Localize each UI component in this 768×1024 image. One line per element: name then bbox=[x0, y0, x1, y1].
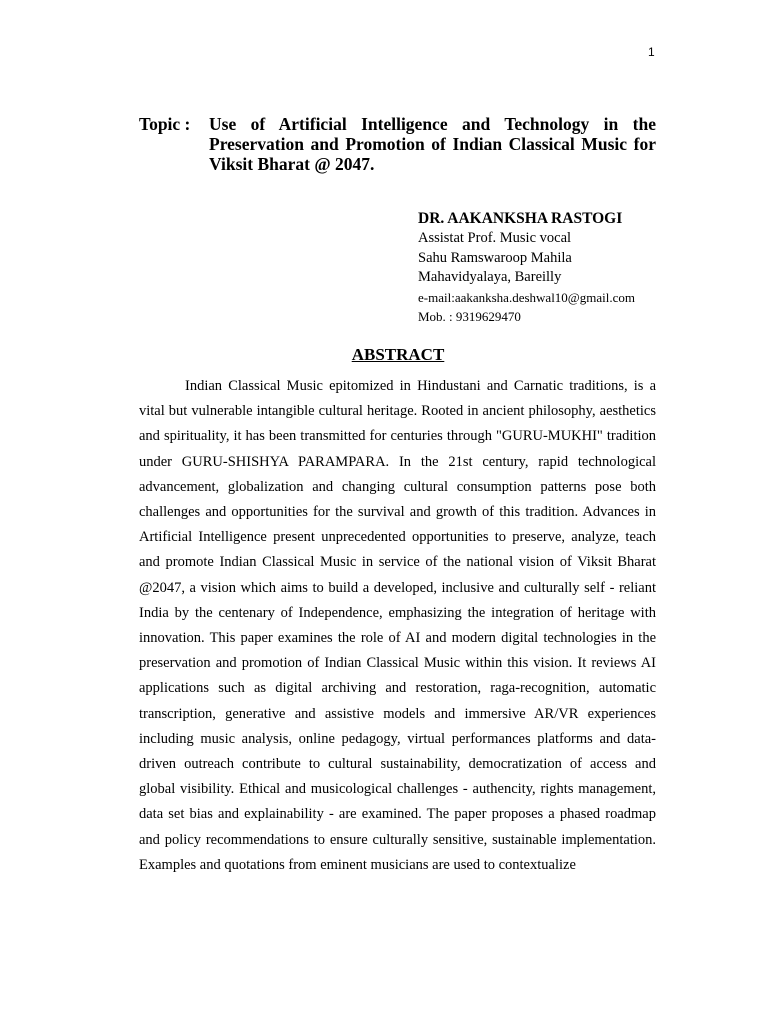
abstract-line: online pedagogy, virtual performances platforms and data-driven outreach bbox=[139, 730, 656, 773]
abstract-line: contribute to cultural sustainability, democratization of access and global visibility. bbox=[139, 756, 656, 798]
abstract-line: emphasizing the integration of heritage with innovation. This paper examines the bbox=[139, 604, 656, 647]
abstract-line: tradition. Advances in Artificial Intelligence present unprecedented opportunities bbox=[139, 504, 657, 546]
author-college-line-2: Mahavidyalaya, Bareilly bbox=[418, 269, 562, 285]
topic-label: Topic : bbox=[139, 114, 191, 134]
abstract-line: a vital but vulnerable intangible cultural heritage. Rooted in ancient philosophy, bbox=[139, 378, 656, 420]
abstract-line: and explainability - are examined. The paper proposes a phased roadmap and bbox=[139, 806, 656, 848]
abstract-line: policy recommendations to ensure culturally sensitive, sustainable implementation. bbox=[164, 831, 656, 848]
author-college-line-1: Sahu Ramswaroop Mahila bbox=[418, 249, 572, 266]
abstract-line: patterns pose both challenges and opportunities for the survival and growth of this bbox=[139, 478, 656, 521]
author-email: e-mail:aakanksha.deshwal10@gmail.com bbox=[418, 289, 636, 305]
abstract-line: Indian Classical Music within this vision. It reviews AI applications such as digital bbox=[139, 655, 656, 697]
abstract-line: rapid technological advancement, globalization and changing cultural consumption bbox=[139, 453, 656, 495]
paper-topic bbox=[139, 114, 656, 174]
abstract-paragraph bbox=[139, 374, 656, 878]
author-designation: Assistat Prof. Music vocal bbox=[418, 230, 572, 246]
abstract-line: Indian Classical Music epitomized in Hindustani and Carnatic traditions, is bbox=[185, 378, 644, 394]
abstract-line: Examples and quotations from eminent musicians are used to contextualize bbox=[139, 856, 576, 873]
page-number: 1 bbox=[648, 45, 655, 59]
abstract-line: role of AI and modern digital technologies in the preservation and promotion of bbox=[139, 630, 657, 672]
author-mobile: Mob. : 9319629470 bbox=[418, 308, 521, 324]
abstract-line: MUKHI" tradition under GURU-SHISHYA PARAMPARA. In the 21st century, bbox=[139, 428, 656, 470]
topic-title: Use of Artificial Intelligence and Technology in the Preservation and Promotion of Indian Classical Music for Viksit Bharat @ 2047. bbox=[209, 114, 656, 174]
abstract-line: archiving and restoration, raga-recognition, automatic transcription, generative and bbox=[139, 680, 657, 722]
author-block bbox=[418, 209, 658, 326]
abstract-line: inclusive and culturally self - reliant India by the centenary of Independence, bbox=[139, 579, 657, 621]
abstract-line: national vision of Viksit Bharat @2047, a vision which aims to build a developed, bbox=[139, 554, 657, 596]
abstract-heading: ABSTRACT bbox=[351, 345, 445, 364]
abstract-line: aesthetics and spirituality, it has been transmitted for centuries through "GURU- bbox=[139, 403, 657, 445]
abstract-line: to preserve, analyze, teach and promote Indian Classical Music in service of the bbox=[139, 529, 657, 571]
abstract-line: assistive models and immersive AR/VR experiences including music analysis, bbox=[139, 705, 657, 747]
abstract-line: Ethical and musicological challenges - authencity, rights management, data set bias bbox=[139, 781, 656, 823]
author-name: DR. AAKANKSHA RASTOGI bbox=[418, 210, 623, 227]
